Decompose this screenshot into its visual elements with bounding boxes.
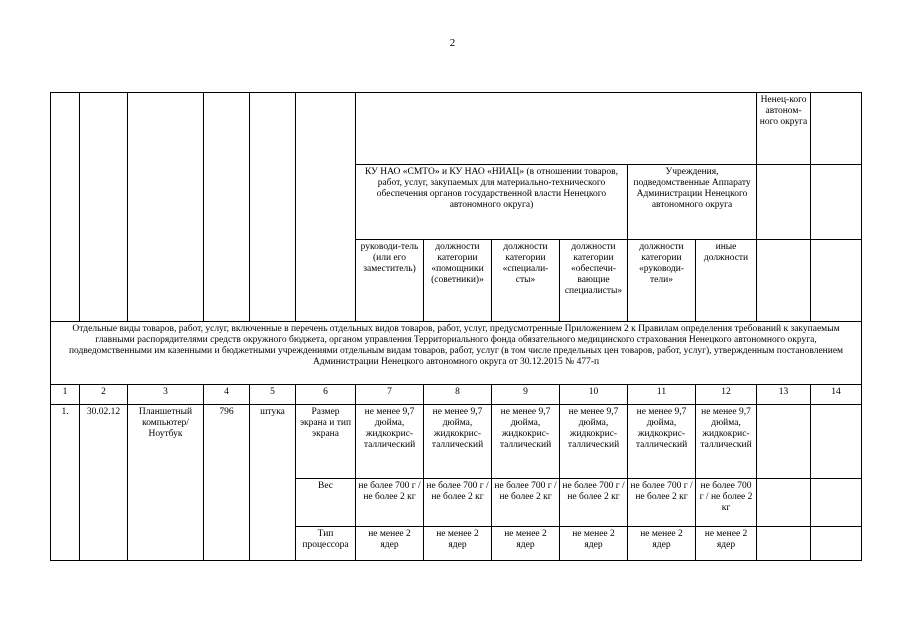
header-cell-14-mid [811, 165, 862, 240]
char-value: не менее 2 ядер [492, 527, 560, 561]
header-cell-13-bottom [757, 240, 811, 322]
header-sub-head: руководи-тель (или его заместитель) [356, 240, 424, 322]
char-value [811, 527, 862, 561]
col-number: 2 [80, 385, 128, 405]
col-number: 5 [250, 385, 296, 405]
col-number: 4 [204, 385, 250, 405]
col-number: 7 [356, 385, 424, 405]
char-value: не менее 9,7 дюйма, жидкокрис-таллический [424, 405, 492, 479]
header-cell-5 [250, 93, 296, 322]
char-value [757, 527, 811, 561]
page-number: 2 [449, 37, 456, 49]
header-sub-support: должности категории «обеспечи-вающие специалисты» [560, 240, 628, 322]
char-value: не менее 9,7 дюйма, жидкокрис-таллический [696, 405, 757, 479]
header-sub-specialists: должности категории «специали-сты» [492, 240, 560, 322]
char-label: Тип процессора [296, 527, 356, 561]
char-value: не менее 9,7 дюйма, жидкокрис-таллический [560, 405, 628, 479]
col-number: 14 [811, 385, 862, 405]
header-row-top [51, 93, 862, 165]
header-cell-13-mid [757, 165, 811, 240]
requirements-table [50, 92, 862, 561]
section-row [51, 322, 862, 385]
char-value: не менее 2 ядер [356, 527, 424, 561]
table-row [51, 405, 862, 479]
header-cell-1 [51, 93, 80, 322]
row-code: 30.02.12 [80, 405, 128, 561]
header-group-subordinate: Учреждения, подведомственные Аппарату Администрации Ненецкого автономного округа [628, 165, 757, 240]
header-cell-7-12-top [356, 93, 757, 165]
char-value: не более 700 г / не более 2 кг [628, 479, 696, 527]
char-value [757, 405, 811, 479]
header-sub-assistants: должности категории «помощники (советники)» [424, 240, 492, 322]
header-sub-other: иные должности [696, 240, 757, 322]
col-number: 13 [757, 385, 811, 405]
char-value: не менее 2 ядер [696, 527, 757, 561]
row-number: 1. [51, 405, 80, 561]
col-number: 9 [492, 385, 560, 405]
header-cell-2 [80, 93, 128, 322]
char-value [757, 479, 811, 527]
char-value: не более 700 г / не более 2 кг [424, 479, 492, 527]
col-number: 11 [628, 385, 696, 405]
col-number: 3 [128, 385, 204, 405]
char-value: не менее 2 ядер [628, 527, 696, 561]
char-value: не менее 9,7 дюйма, жидкокрис-таллический [356, 405, 424, 479]
char-value: не более 700 г / не более 2 кг [492, 479, 560, 527]
header-cell-3 [128, 93, 204, 322]
col-number: 8 [424, 385, 492, 405]
section-description: Отдельные виды товаров, работ, услуг, включенные в перечень отдельных видов товаров, работ, услуг, предусмотренные Приложением 2 к Правилам определения требований к закупаемым главными распорядителями средств окружного бюджета, органом управления Территориального фонда обязательного медицинского страхования Ненецкого автономного округа, подведомственными им казенными и бюджетными учреждениями отдельным видам товаров, работ, услуг (в том числе предельных цен товаров, работ, услуг), утвержденным постановлением Администрации Ненецкого автономного округа от 30.12.2015 № 477-п [51, 322, 862, 385]
header-col13-group: Ненец-кого автоном-ного округа [757, 93, 811, 165]
char-value: не более 700 г / не более 2 кг [696, 479, 757, 527]
char-value: не более 700 г / не более 2 кг [560, 479, 628, 527]
col-number: 1 [51, 385, 80, 405]
row-product-name: Планшетный компьютер/ Ноутбук [128, 405, 204, 561]
row-unit: штука [250, 405, 296, 561]
char-value: не менее 9,7 дюйма, жидкокрис-таллический [492, 405, 560, 479]
header-cell-6 [296, 93, 356, 322]
header-cell-4 [204, 93, 250, 322]
header-group-smto-niac: КУ НАО «СМТО» и КУ НАО «НИАЦ» (в отношении товаров, работ, услуг, закупаемых для материально-технического обеспечения органов государственной власти Ненецкого автономного округа) [356, 165, 628, 240]
col-number: 10 [560, 385, 628, 405]
char-value: не менее 9,7 дюйма, жидкокрис-таллический [628, 405, 696, 479]
char-label: Вес [296, 479, 356, 527]
header-cell-14-bottom [811, 240, 862, 322]
header-cell-14-top [811, 93, 862, 165]
header-sub-managers: должности категории «руководи-тели» [628, 240, 696, 322]
char-value: не менее 2 ядер [424, 527, 492, 561]
row-okei-code: 796 [204, 405, 250, 561]
char-value [811, 479, 862, 527]
char-value: не более 700 г / не более 2 кг [356, 479, 424, 527]
col-number: 12 [696, 385, 757, 405]
char-value [811, 405, 862, 479]
char-label: Размер экрана и тип экрана [296, 405, 356, 479]
column-number-row [51, 385, 862, 405]
col-number: 6 [296, 385, 356, 405]
char-value: не менее 2 ядер [560, 527, 628, 561]
